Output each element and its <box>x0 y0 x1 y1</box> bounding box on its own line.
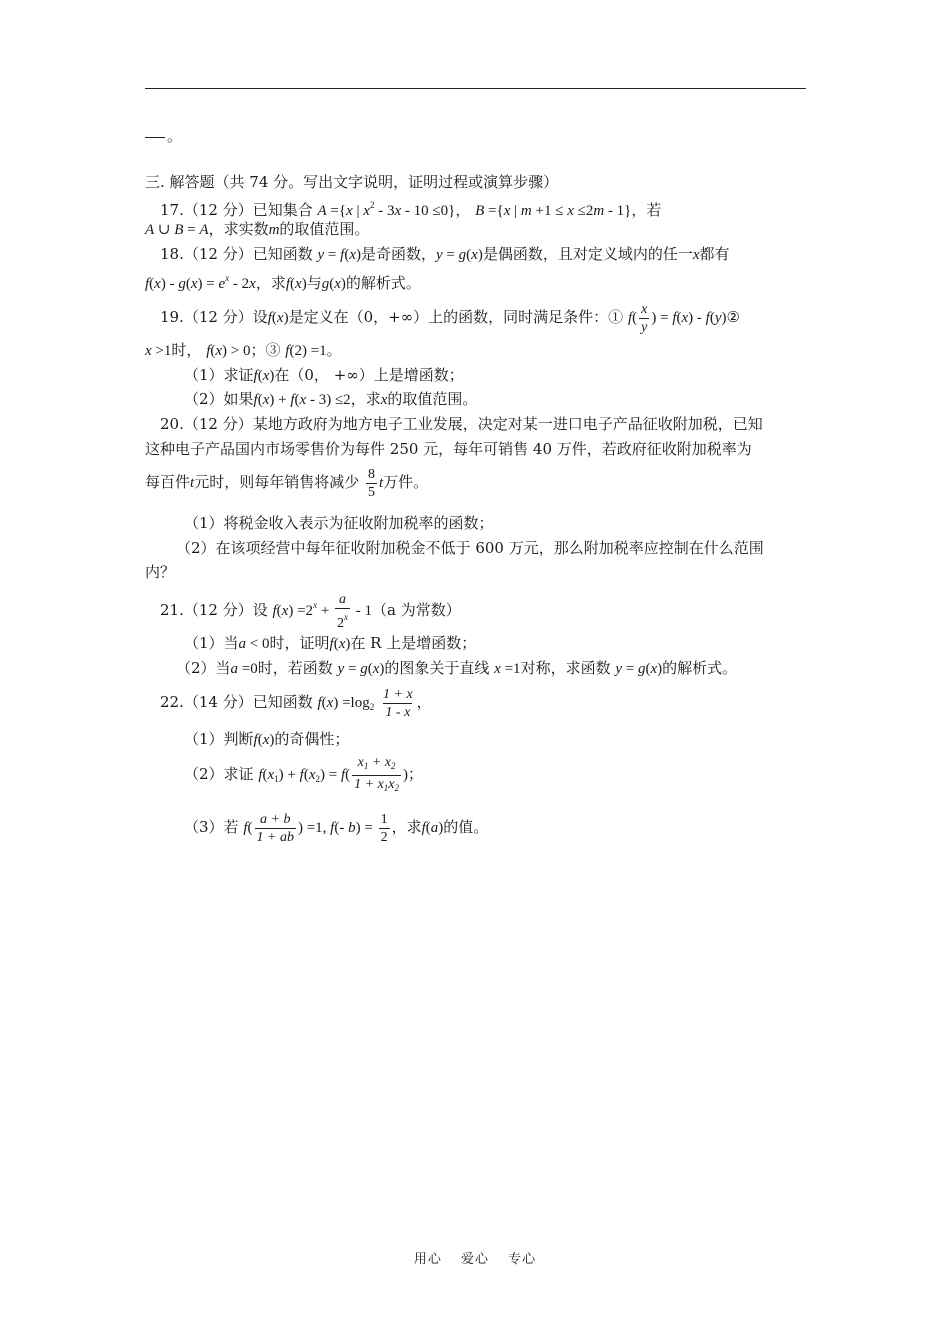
question-20-line-2: 这种电子产品国内市场零售价为每件 250 元，每年可销售 40 万件，若政府征收附加税率为 <box>145 440 752 458</box>
question-20-line-3: 每百件t元时，则每年销售将减少 $\frac{8}{5}$ t万件。 <box>145 466 429 500</box>
footer-text: 专心 <box>508 1252 537 1267</box>
fraction: $\frac{1 + x}{1 - x}$ <box>383 686 413 720</box>
question-22-part-3: （3）若 f( $\frac{a + b}{1 + ab}$ ) =1, f(- b) = $\frac{1}{2}$ ，求f(a)的值。 <box>184 811 489 845</box>
question-21-part-1: （1）当a < 0时，证明f(x)在 R 上是增函数； <box>184 634 477 652</box>
section-heading: 三. 解答题（共 74 分。写出文字说明，证明过程或演算步骤） <box>145 173 559 191</box>
fraction: $\frac{8}{5}$ <box>367 466 375 500</box>
formula: A <box>317 203 327 219</box>
question-17-line-2: A ∪ B = A，求实数m的取值范围。 <box>145 220 370 238</box>
question-18-line-1: 18.（12 分）已知函数 y = f(x)是奇函数，y = g(x)是偶函数，且对定义域内的任一x都有 <box>160 245 730 263</box>
question-19-line-1: 19.（12 分）设f(x)是定义在（0，+∞）上的函数，同时满足条件：① f( $\frac{x}{y}$ ) = f(x) - f(y)② <box>160 301 740 335</box>
footer-text: 用心 <box>413 1252 442 1267</box>
footer-text: 爱心 <box>460 1252 489 1267</box>
question-20-part-2-line-2: 内？ <box>145 563 176 581</box>
continuation-line: 。 <box>145 126 182 146</box>
question-22-part-1: （1）判断f(x)的奇偶性； <box>184 730 350 748</box>
fraction: $\frac{1}{2}$ <box>380 811 388 845</box>
question-19-part-2: （2）如果f(x) + f(x - 3) ≤2，求x的取值范围。 <box>184 390 478 408</box>
page-footer <box>0 1248 950 1267</box>
fraction: $\frac{x}{y}$ <box>641 301 648 335</box>
question-20-part-1: （1）将税金收入表示为征收附加税率的函数； <box>184 514 494 532</box>
question-20-line-1: 20.（12 分）某地方政府为地方电子工业发展，决定对某一进口电子产品征收附加税，已知 <box>160 415 763 433</box>
question-19-part-1: （1）求证f(x)在（0， +∞）上是增函数； <box>184 366 464 384</box>
question-18-line-2: $f(x) - g(x) = e^x - 2x$，求f(x)与g(x)的解析式。 <box>145 273 421 292</box>
fraction: $\frac{x_1 + x_2}{1 + x_1x_2}$ <box>352 754 401 797</box>
question-19-line-2: x >1时， f(x) > 0；③ f(2) =1。 <box>145 341 342 359</box>
question-21-line-1: 21.（12 分）设 $f(x) =2^x$ + $\frac{a}{2^x}$ - 1（a 为常数） <box>160 591 461 631</box>
fraction: $\frac{a}{2^x}$ <box>337 591 349 631</box>
question-17-line-1: 17.（12 分）已知集合 A ={x | $x^2 - 3x - 10 \le 0$}， B ={x | m +1 ≤ x ≤2m - 1}，若 <box>160 200 662 219</box>
question-22-part-2: （2）求证 $f(x_1) + f(x_2) = f$( $\frac{x_1 + x_2}{1 + x_1x_2}$ )； <box>184 752 423 801</box>
question-21-part-2: （2）当a =0时，若函数 y = g(x)的图象关于直线 x =1对称，求函数 y = g(x)的解析式。 <box>176 659 738 677</box>
fraction: $\frac{a + b}{1 + ab}$ <box>256 811 294 845</box>
header-rule <box>145 88 806 89</box>
question-20-part-2-line-1: （2）在该项经营中每年征收附加税金不低于 600 万元，那么附加税率应控制在什么范围 <box>176 539 764 557</box>
question-22-line-1: 22.（14 分）已知函数 $f(x) =\log_2$ $\frac{1 + x}{1 - x}$ ， <box>160 686 432 720</box>
